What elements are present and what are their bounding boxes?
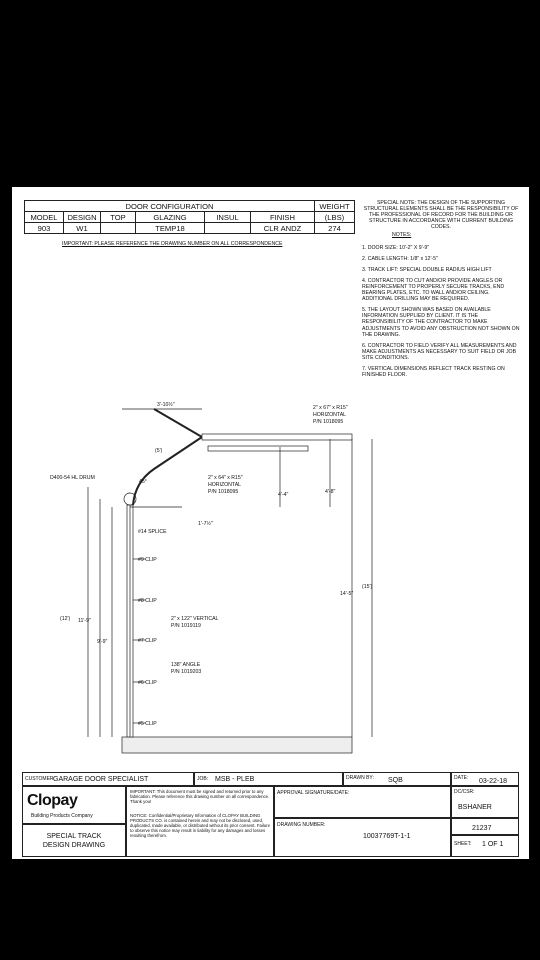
col-insul: INSUL: [205, 212, 251, 223]
vertical-track-pn: P/N 1019119: [171, 623, 201, 629]
order-number: 21237: [472, 825, 492, 832]
sheet-label: SHEET:: [454, 841, 472, 847]
dim-top: 3'-10½": [157, 402, 175, 408]
drawn-by-value: SQB: [388, 777, 403, 784]
splice-label: #14 SPLICE: [138, 529, 167, 535]
col-top: TOP: [101, 212, 136, 223]
legal-cell: [126, 786, 274, 857]
upper-horizontal-track: [202, 434, 352, 440]
floor-slab: [122, 737, 352, 753]
notes-title: NOTES:: [392, 232, 412, 239]
date-label: DATE:: [454, 775, 469, 781]
upper-track-label: 2" x 67" x R15": [313, 405, 348, 411]
note-6: 6. CONTRACTOR TO FIELD VERIFY ALL MEASUREMENTS AND MAKE ADJUSTMENTS AS NECESSARY TO SUIT FIELD OR JOB SITE CONDITIONS.: [362, 342, 517, 361]
angle-45: 45°: [139, 479, 147, 485]
approval-label: APPROVAL SIGNATURE/DATE:: [277, 790, 350, 796]
dim-9-9: 9'-9": [97, 639, 108, 645]
dc-csr-cell: [451, 786, 519, 818]
val-model: 903: [25, 223, 64, 234]
drum-label: D400-54 HL DRUM: [50, 475, 95, 481]
date-value: 03-22-18: [479, 778, 508, 785]
drawing-title-line2: DESIGN DRAWING: [42, 842, 106, 849]
note-3: 3. TRACK LIFT: SPECIAL DOUBLE RADIUS HIGH LIFT: [362, 266, 492, 273]
col-design: DESIGN: [64, 212, 101, 223]
weight-header: WEIGHT: [315, 201, 355, 212]
weight-unit: (LBS): [315, 212, 355, 223]
drawing-title-cell: [22, 824, 126, 857]
special-note: SPECIAL NOTE: THE DESIGN OF THE SUPPORTING STRUCTURAL ELEMENTS SHALL BE THE RESPONSIBILITY OF THE PROFESSIONAL OF RECORD FOR THE BUILDING OR STRUCTURE IN ACCORDANCE WITH CURRENT BUILDING CODES.: [363, 200, 519, 231]
logo-subtitle: Building Products Company: [31, 813, 93, 819]
radius-track: [133, 437, 202, 505]
vertical-track-label: 2" x 122" VERTICAL: [171, 616, 219, 622]
angle-pn: P/N 1019203: [171, 669, 202, 675]
val-finish: CLR ANDZ: [251, 223, 315, 234]
clip-9: #9 CLIP: [138, 557, 157, 563]
note-4: 4. CONTRACTOR TO CUT AND/OR PROVIDE ANGLES OR REINFORCEMENT TO PROPERLY SECURE TRACKS, END BEARING PLATES, ETC. TO WALL AND/OR CEILING. ADDITIONAL DRILLING MAY BE REQUIRED.: [362, 277, 505, 303]
angle-label: 138" ANGLE: [171, 662, 201, 668]
mid-track-pn: P/N 1018095: [208, 489, 239, 495]
customer-label: CUSTOMER:: [25, 776, 55, 782]
dim-4-4: 4'-4": [278, 492, 289, 498]
clip-7: #7 CLIP: [138, 638, 157, 644]
upper-track-type: HORIZONTAL: [313, 412, 347, 418]
drawing-number-value: 10037769T-1-1: [363, 833, 411, 840]
important-legal-text: IMPORTANT: This document must be signed and returned prior to any fabrication. Please reference this drawing number on all correspondence. Thank you!: [130, 789, 270, 804]
dim-12: (12'): [60, 616, 71, 622]
clopay-logo: Clopay: [27, 792, 78, 809]
drawing-number-cell: [274, 818, 451, 857]
sheet-cell: [451, 835, 519, 857]
col-model: MODEL: [25, 212, 64, 223]
dim-1-7: 1'-7½": [198, 521, 213, 527]
val-weight: 274: [315, 223, 355, 234]
drawing-title-line1: SPECIAL TRACK: [46, 833, 102, 840]
note-5: 5. THE LAYOUT SHOWN WAS BASED ON AVAILABLE INFORMATION SUPPLIED BY CLIENT. IT IS THE RESPONSIBILITY OF THE CONTRACTOR TO MAKE ADJUSTMENTS TO AVOID ANY OBSTRUCTION NOT SHOWN ON THE DRAWING.: [362, 307, 520, 338]
dim-14-5: 14'-5": [340, 591, 354, 597]
door-config-title: DOOR CONFIGURATION: [25, 201, 315, 212]
important-reference-note: IMPORTANT: PLEASE REFERENCE THE DRAWING NUMBER ON ALL CORRESPONDENCE: [62, 241, 283, 247]
angled-track: [154, 409, 202, 437]
job-cell: [194, 772, 343, 786]
dc-csr-label: DC/CSR:: [454, 789, 475, 795]
dim-15: (15'): [362, 584, 373, 590]
drawing-sheet: [12, 187, 529, 859]
drawing-number-label: DRAWING NUMBER:: [277, 822, 326, 828]
col-glazing: GLAZING: [136, 212, 205, 223]
val-glazing: TEMP18: [136, 223, 205, 234]
note-1: 1. DOOR SIZE: 10'-2" X 9'-9": [362, 244, 430, 251]
mid-track-label: 2" x 64" x R15": [208, 475, 243, 481]
val-design: W1: [64, 223, 101, 234]
customer-value: GARAGE DOOR SPECIALIST: [53, 776, 149, 783]
upper-track-pn: P/N 1018095: [313, 419, 344, 425]
dim-5: (5'): [155, 448, 163, 454]
clip-5: #5 CLIP: [138, 721, 157, 727]
note-7: 7. VERTICAL DIMENSIONS REFLECT TRACK RESTING ON FINISHED FLOOR.: [362, 365, 505, 379]
job-value: MSB - PLEB: [215, 776, 255, 783]
sheet-value: 1 OF 1: [482, 841, 504, 848]
notice-legal-text: NOTICE: Confidential/Proprietary Information of CLOPAY BUILDING PRODUCTS CO. is contained herein and may not be disclosed, used, duplicated, made available, or distributed without its prior consent. Failure to observe this notice may result in liability for any damages and losses resulting therefrom.: [130, 813, 270, 838]
customer-cell: [22, 772, 194, 786]
note-2: 2. CABLE LENGTH: 1/8" x 12'-5": [362, 255, 438, 262]
clip-6: #6 CLIP: [138, 680, 157, 686]
mid-horizontal-track: [208, 446, 308, 451]
col-finish: FINISH: [251, 212, 315, 223]
clip-8: #8 CLIP: [138, 598, 157, 604]
drawn-by-label: DRAWN BY:: [346, 775, 374, 781]
dim-4-8: 4'-8": [325, 489, 336, 495]
track-drawing: [12, 187, 529, 777]
logo-cell: [22, 786, 126, 824]
date-cell: [451, 772, 519, 786]
drawn-by-cell: [343, 772, 451, 786]
dc-csr-value: BSHANER: [458, 804, 492, 811]
approval-cell: [274, 786, 451, 818]
order-cell: [451, 818, 519, 835]
job-label: JOB:: [197, 776, 209, 782]
dim-11-9: 11'-9": [78, 618, 91, 624]
mid-track-type: HORIZONTAL: [208, 482, 242, 488]
